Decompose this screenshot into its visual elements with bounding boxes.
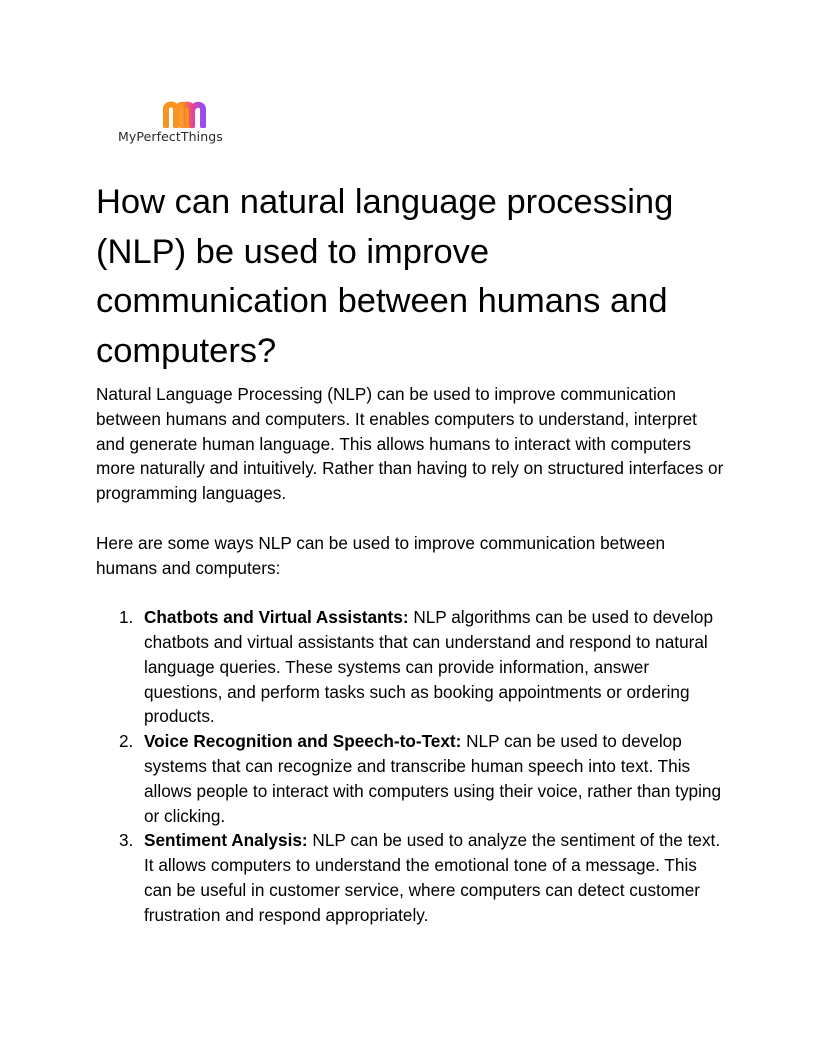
list-item-text: NLP can be used to analyze the sentiment of the text. It allows computers to understand the emotional tone of a message. This can be useful in customer service, where computers can detect customer frustration and respond appropriately. [144, 830, 721, 925]
list-item [96, 828, 726, 927]
list-item-number: 1. [119, 607, 134, 628]
article [96, 178, 726, 928]
brand-name: MyPerfectThings [118, 129, 223, 144]
intro-paragraph: Natural Language Processing (NLP) can be used to improve communication between humans and computers. It enables computers to understand, interpret and generate human language. This allows humans to interact with computers more naturally and intuitively. Rather than having to rely on structured interfaces or programming languages. [96, 384, 724, 504]
list-item-text: NLP can be used to develop systems that can recognize and transcribe human speech into text. This allows people to interact with computers using their voice, rather than typing or clicking. [144, 731, 722, 826]
list-item-text: NLP algorithms can be used to develop chatbots and virtual assistants that can understand and respond to natural language queries. These systems can provide information, answer questions, and perform tasks such as booking appointments or ordering products. [144, 607, 714, 727]
mpt-monogram-icon [162, 100, 208, 128]
list-item-term: Voice Recognition and Speech-to-Text: [144, 731, 462, 752]
list-item-number: 3. [119, 830, 134, 851]
lead-paragraph: Here are some ways NLP can be used to improve communication between humans and computers: [96, 532, 666, 578]
list-item-number: 2. [119, 731, 134, 752]
brand-logo[interactable] [118, 100, 258, 148]
page-title: How can natural language processing (NLP) be used to improve communication between humans and computers? [96, 183, 674, 370]
list-item-term: Sentiment Analysis: [144, 830, 308, 851]
list-item-term: Chatbots and Virtual Assistants: [144, 607, 409, 628]
ways-list [96, 605, 726, 927]
list-item [96, 605, 726, 729]
list-item [96, 729, 726, 828]
